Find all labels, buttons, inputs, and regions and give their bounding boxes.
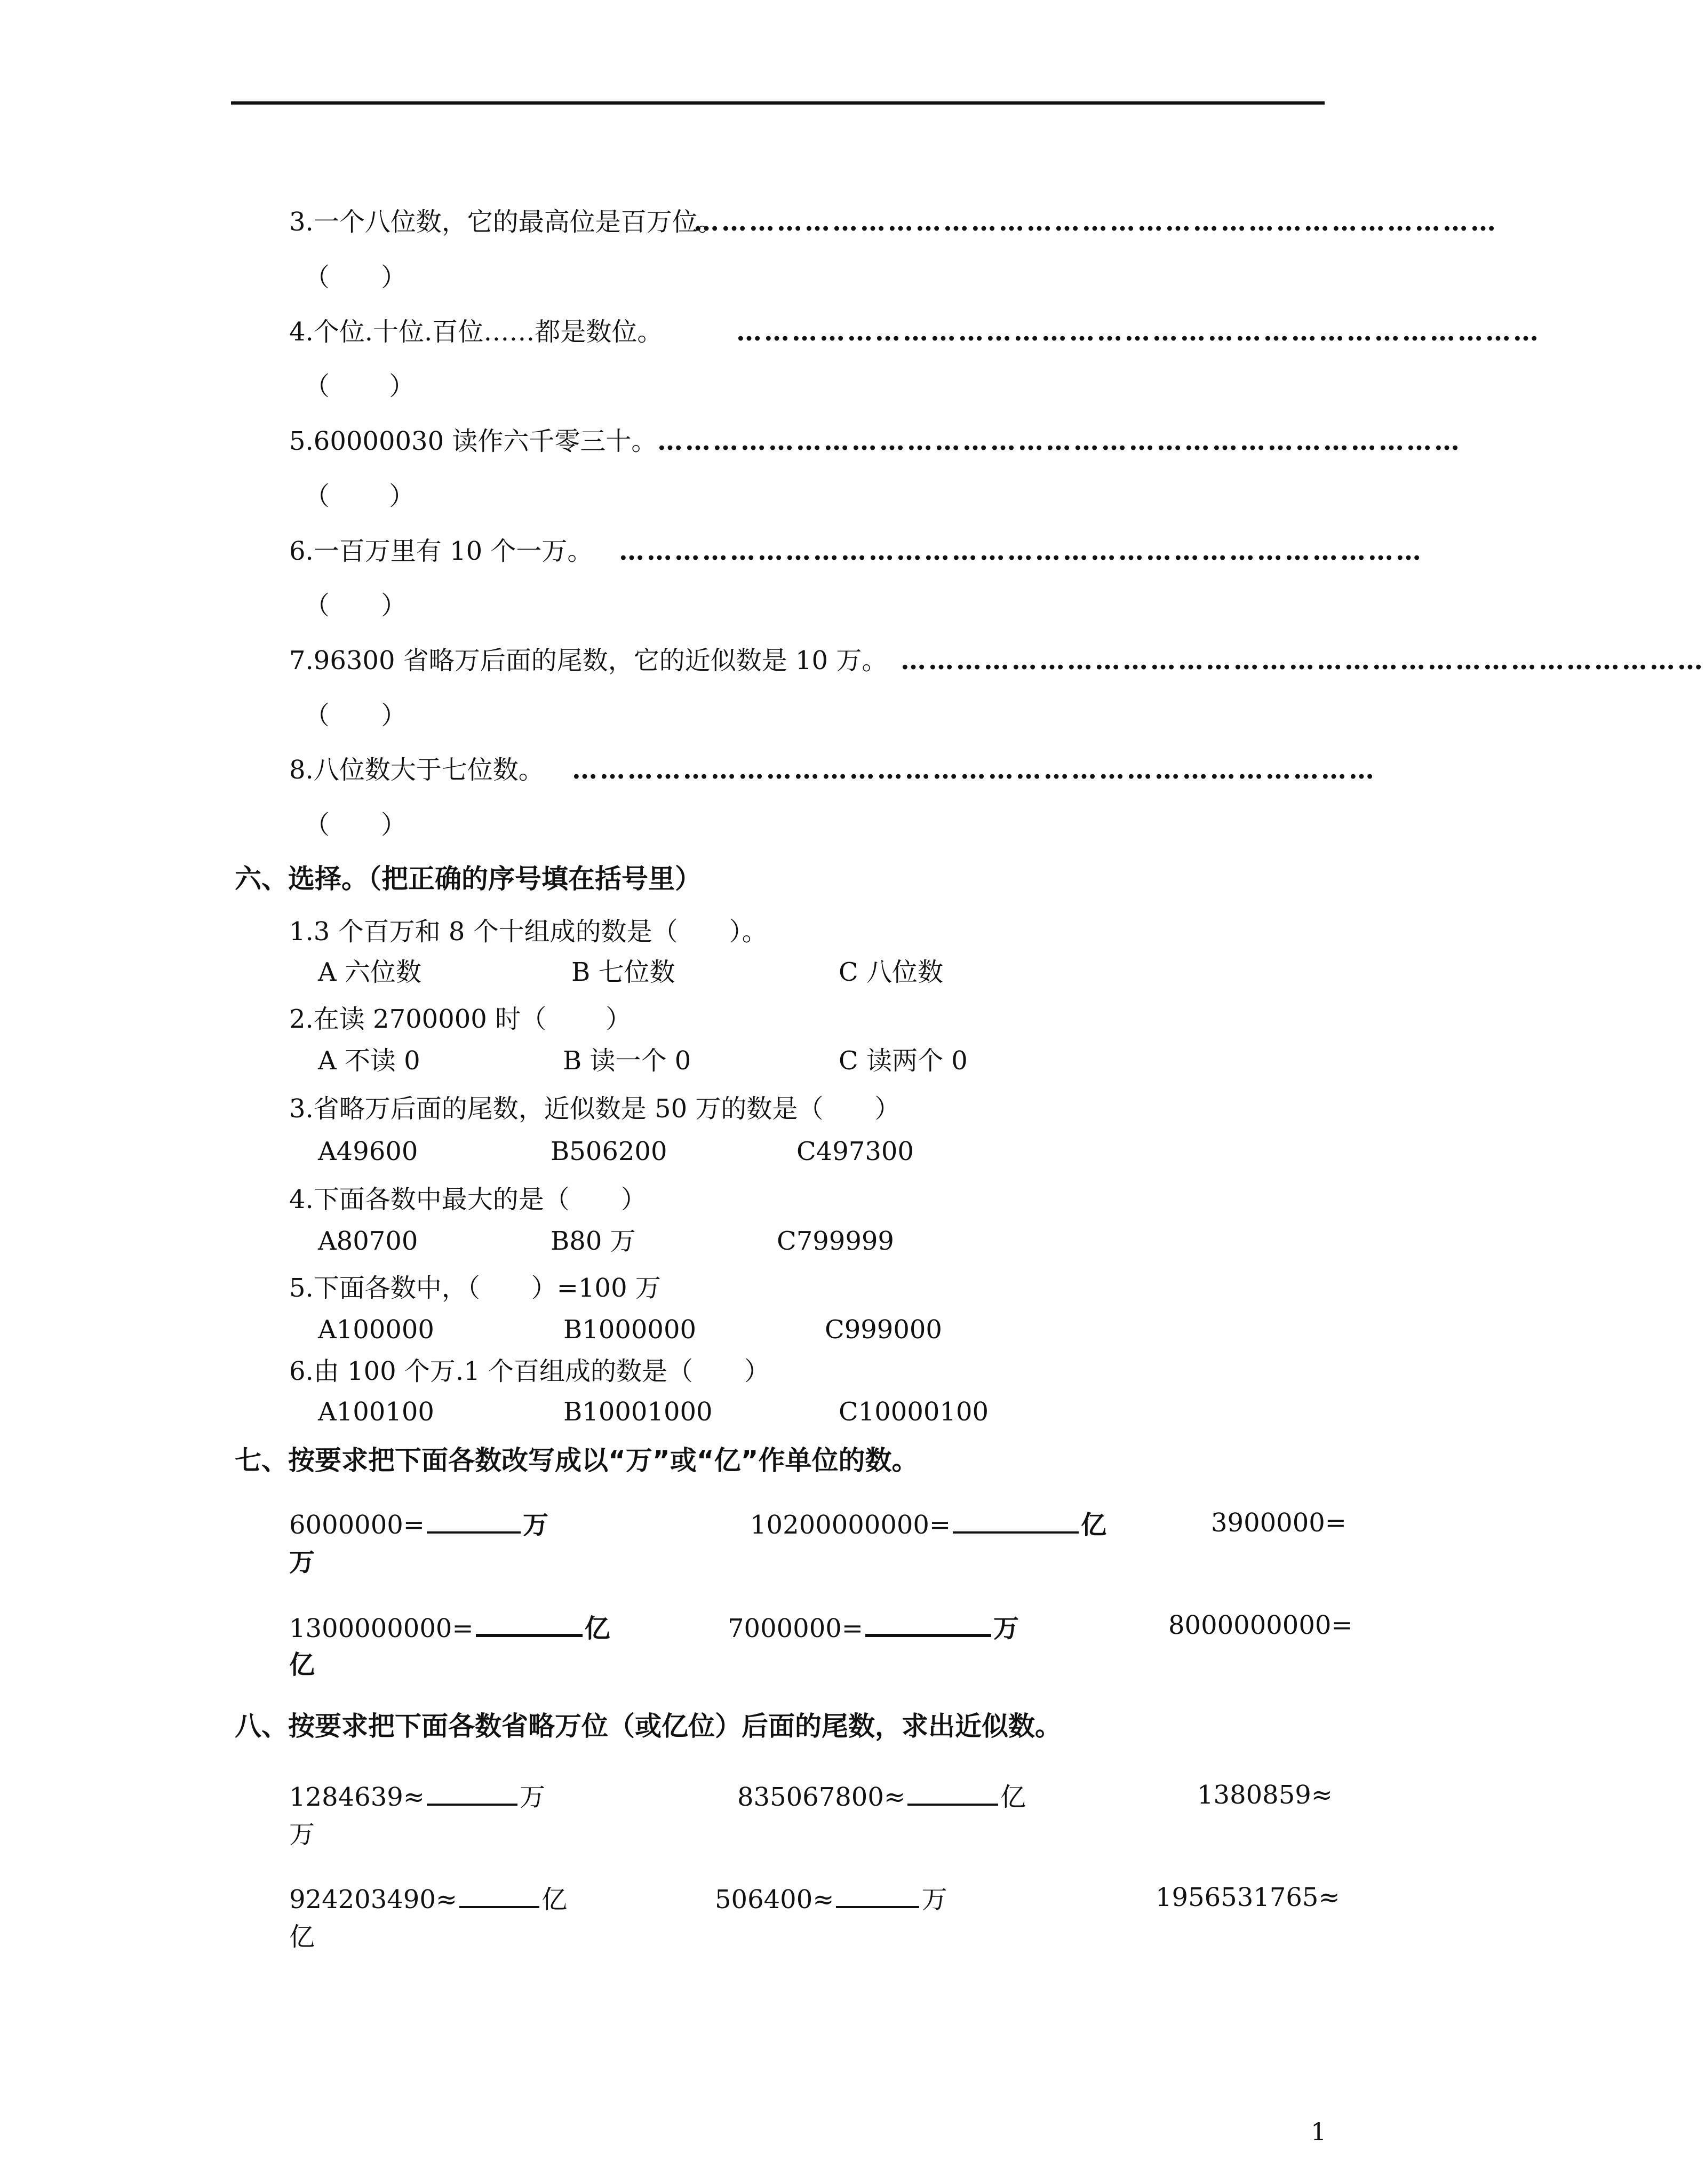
option-b: B1000000 — [563, 1315, 697, 1345]
option-c: C999000 — [825, 1315, 942, 1345]
option-b: B10001000 — [563, 1397, 713, 1427]
option-a: A100100 — [318, 1397, 434, 1427]
option-b: B 读一个 0 — [563, 1046, 691, 1076]
rewrite-number: 8000000000= — [1168, 1610, 1353, 1640]
header-rule — [231, 101, 1325, 105]
unit-label-wrap: 万 — [289, 1547, 315, 1577]
option-b: B80 万 — [551, 1226, 636, 1256]
unit-label: 亿 — [1000, 1782, 1026, 1812]
rewrite-item-clipped — [1168, 1610, 1353, 1640]
option-a: A100000 — [318, 1315, 434, 1345]
rewrite-number: 10200000000= — [750, 1510, 951, 1540]
approx-number: 1956531765≈ — [1156, 1883, 1340, 1912]
section-8-title: 八、按要求把下面各数省略万位（或亿位）后面的尾数，求出近似数。 — [235, 1711, 1062, 1742]
section-6-title: 六、选择。（把正确的序号填在括号里） — [235, 863, 702, 894]
answer-paren: （ ） — [304, 371, 415, 401]
option-c: C799999 — [777, 1226, 894, 1256]
section-7-title: 七、按要求把下面各数改写成以“万”或“亿”作单位的数。 — [235, 1445, 919, 1476]
judge-item-7: 7.96300 省略万后面的尾数，它的近似数是 10 万。 — [289, 646, 888, 676]
option-c: C 读两个 0 — [839, 1046, 968, 1076]
approx-number: 835067800≈ — [737, 1782, 906, 1812]
choice-question-4: 4.下面各数中最大的是（ ） — [289, 1185, 647, 1214]
rewrite-item — [750, 1510, 1106, 1538]
answer-blank[interactable] — [476, 1613, 583, 1637]
rewrite-number: 1300000000= — [289, 1614, 474, 1643]
option-c: C10000100 — [839, 1397, 989, 1427]
answer-paren: （ ） — [304, 481, 415, 511]
rewrite-item — [728, 1613, 1019, 1641]
approx-item-clipped — [1197, 1780, 1333, 1810]
choice-question-1: 1.3 个百万和 8 个十组成的数是（ ）。 — [289, 917, 768, 947]
option-c: C497300 — [796, 1137, 914, 1166]
answer-paren: （ ） — [304, 263, 407, 292]
option-b: B 七位数 — [571, 957, 675, 987]
approx-number: 506400≈ — [715, 1885, 834, 1915]
judge-item-8: 8.八位数大于七位数。 — [289, 755, 544, 785]
answer-blank[interactable] — [427, 1510, 521, 1534]
approx-number: 924203490≈ — [289, 1885, 458, 1915]
dot-leader: …………………………………………………………………………… — [736, 317, 1541, 347]
answer-blank[interactable] — [953, 1510, 1079, 1534]
rewrite-item-clipped — [1211, 1508, 1347, 1538]
answer-paren: （ ） — [304, 591, 407, 621]
approx-number: 1284639≈ — [289, 1782, 425, 1812]
answer-blank[interactable] — [836, 1885, 919, 1908]
option-c: C 八位数 — [839, 957, 943, 987]
unit-label: 万 — [921, 1885, 947, 1915]
approx-item — [289, 1885, 568, 1915]
rewrite-number: 6000000= — [289, 1510, 425, 1540]
unit-label: 万 — [520, 1782, 546, 1812]
option-a: A49600 — [318, 1137, 418, 1166]
unit-label: 亿 — [584, 1614, 610, 1643]
dot-leader: …………………………………………………………………………… — [657, 426, 1462, 456]
unit-label: 亿 — [541, 1885, 568, 1915]
rewrite-number: 3900000= — [1211, 1508, 1347, 1538]
choice-question-5: 5.下面各数中，（ ）=100 万 — [289, 1273, 661, 1303]
dot-leader: …………………………………………………………………………… — [901, 646, 1705, 676]
approx-item — [289, 1782, 545, 1810]
unit-label: 万 — [993, 1614, 1019, 1643]
dot-leader: …………………………………………………………………………… — [619, 536, 1423, 566]
approx-item-clipped — [1156, 1883, 1340, 1912]
dot-leader: …………………………………………………………………………… — [694, 207, 1498, 237]
judge-item-4: 4.个位.十位.百位……都是数位。 — [289, 317, 663, 347]
answer-blank[interactable] — [427, 1782, 517, 1806]
judge-item-5: 5.60000030 读作六千零三十。 — [289, 426, 657, 456]
rewrite-item — [289, 1510, 548, 1538]
option-b: B506200 — [551, 1137, 667, 1166]
unit-label: 亿 — [1081, 1510, 1107, 1540]
unit-label-wrap: 亿 — [289, 1922, 315, 1952]
answer-blank[interactable] — [459, 1885, 539, 1908]
answer-blank[interactable] — [865, 1613, 991, 1637]
choice-question-6: 6.由 100 个万.1 个百组成的数是（ ） — [289, 1356, 770, 1386]
judge-item-6: 6.一百万里有 10 个一万。 — [289, 536, 593, 566]
answer-paren: （ ） — [304, 810, 407, 840]
rewrite-number: 7000000= — [728, 1614, 863, 1643]
unit-label-wrap: 万 — [289, 1820, 315, 1849]
answer-paren: （ ） — [304, 701, 407, 730]
dot-leader: …………………………………………………………………………… — [572, 755, 1376, 785]
option-a: A80700 — [318, 1226, 418, 1256]
judge-item-3: 3.一个八位数，它的最高位是百万位。 — [289, 207, 723, 237]
unit-label: 万 — [523, 1510, 549, 1540]
approx-number: 1380859≈ — [1197, 1780, 1333, 1810]
approx-item — [715, 1885, 947, 1915]
option-a: A 六位数 — [318, 957, 421, 987]
choice-question-2: 2.在读 2700000 时（ ） — [289, 1004, 632, 1034]
unit-label-wrap: 亿 — [289, 1650, 315, 1680]
choice-question-3: 3.省略万后面的尾数，近似数是 50 万的数是（ ） — [289, 1094, 901, 1124]
answer-blank[interactable] — [907, 1782, 998, 1806]
option-a: A 不读 0 — [318, 1046, 420, 1076]
rewrite-item — [289, 1613, 610, 1641]
approx-item — [737, 1782, 1026, 1810]
page-number: 1 — [1311, 2117, 1327, 2146]
